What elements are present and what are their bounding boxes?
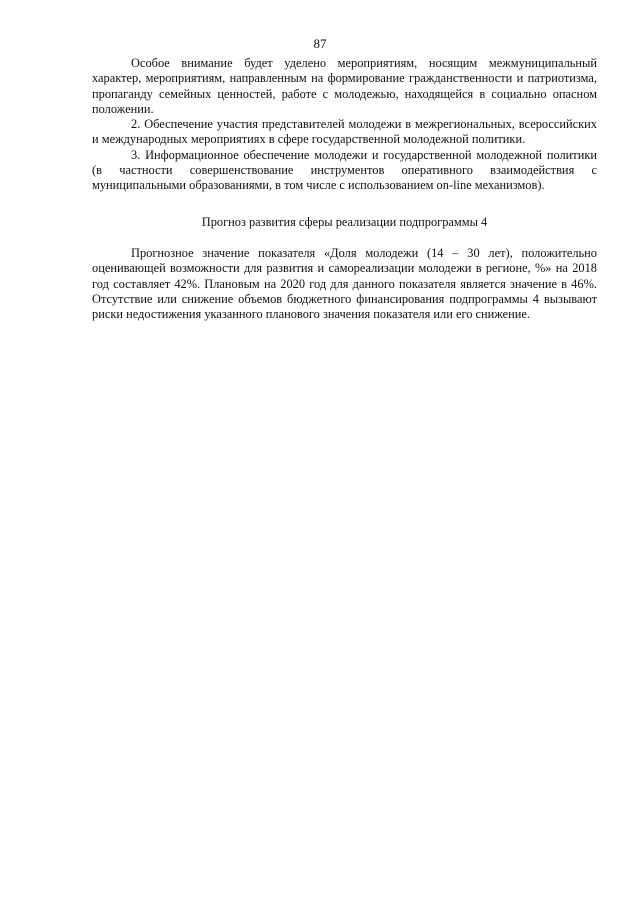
paragraph-item-2: 2. Обеспечение участия представителей молодежи в межрегиональных, всероссийских и международных мероприятиях в сфере государственной молодежной политики. <box>92 117 597 147</box>
paragraph-forecast: Прогнозное значение показателя «Доля молодежи (14 – 30 лет), положительно оценивающей возможности для развития и самореализации молодежи в регионе, %» на 2018 год составляет 42%. Плановым на 2020 год для данного показателя является значение в 46%. Отсутствие или снижение объемов бюджетного финансирования подпрограммы 4 вызывают риски недостижения указанного планового значения показателя или его снижение. <box>92 245 597 322</box>
page-number: 87 <box>313 36 327 51</box>
document-body <box>92 56 597 322</box>
paragraph-special-attention: Особое внимание будет уделено мероприятиям, носящим межмуниципальный характер, мероприятиям, направленным на формирование гражданственности и патриотизма, пропаганду семейных ценностей, работе с молодежью, находящейся в социально опасном положении. <box>92 56 597 116</box>
section-heading: Прогноз развития сферы реализации подпрограммы 4 <box>201 214 488 229</box>
paragraph-item-3: 3. Информационное обеспечение молодежи и государственной молодежной политики (в частности совершенствование инструментов оперативного взаимодействия с муниципальными образованиями, в том числе с использованием on-line механизмов). <box>92 147 597 193</box>
